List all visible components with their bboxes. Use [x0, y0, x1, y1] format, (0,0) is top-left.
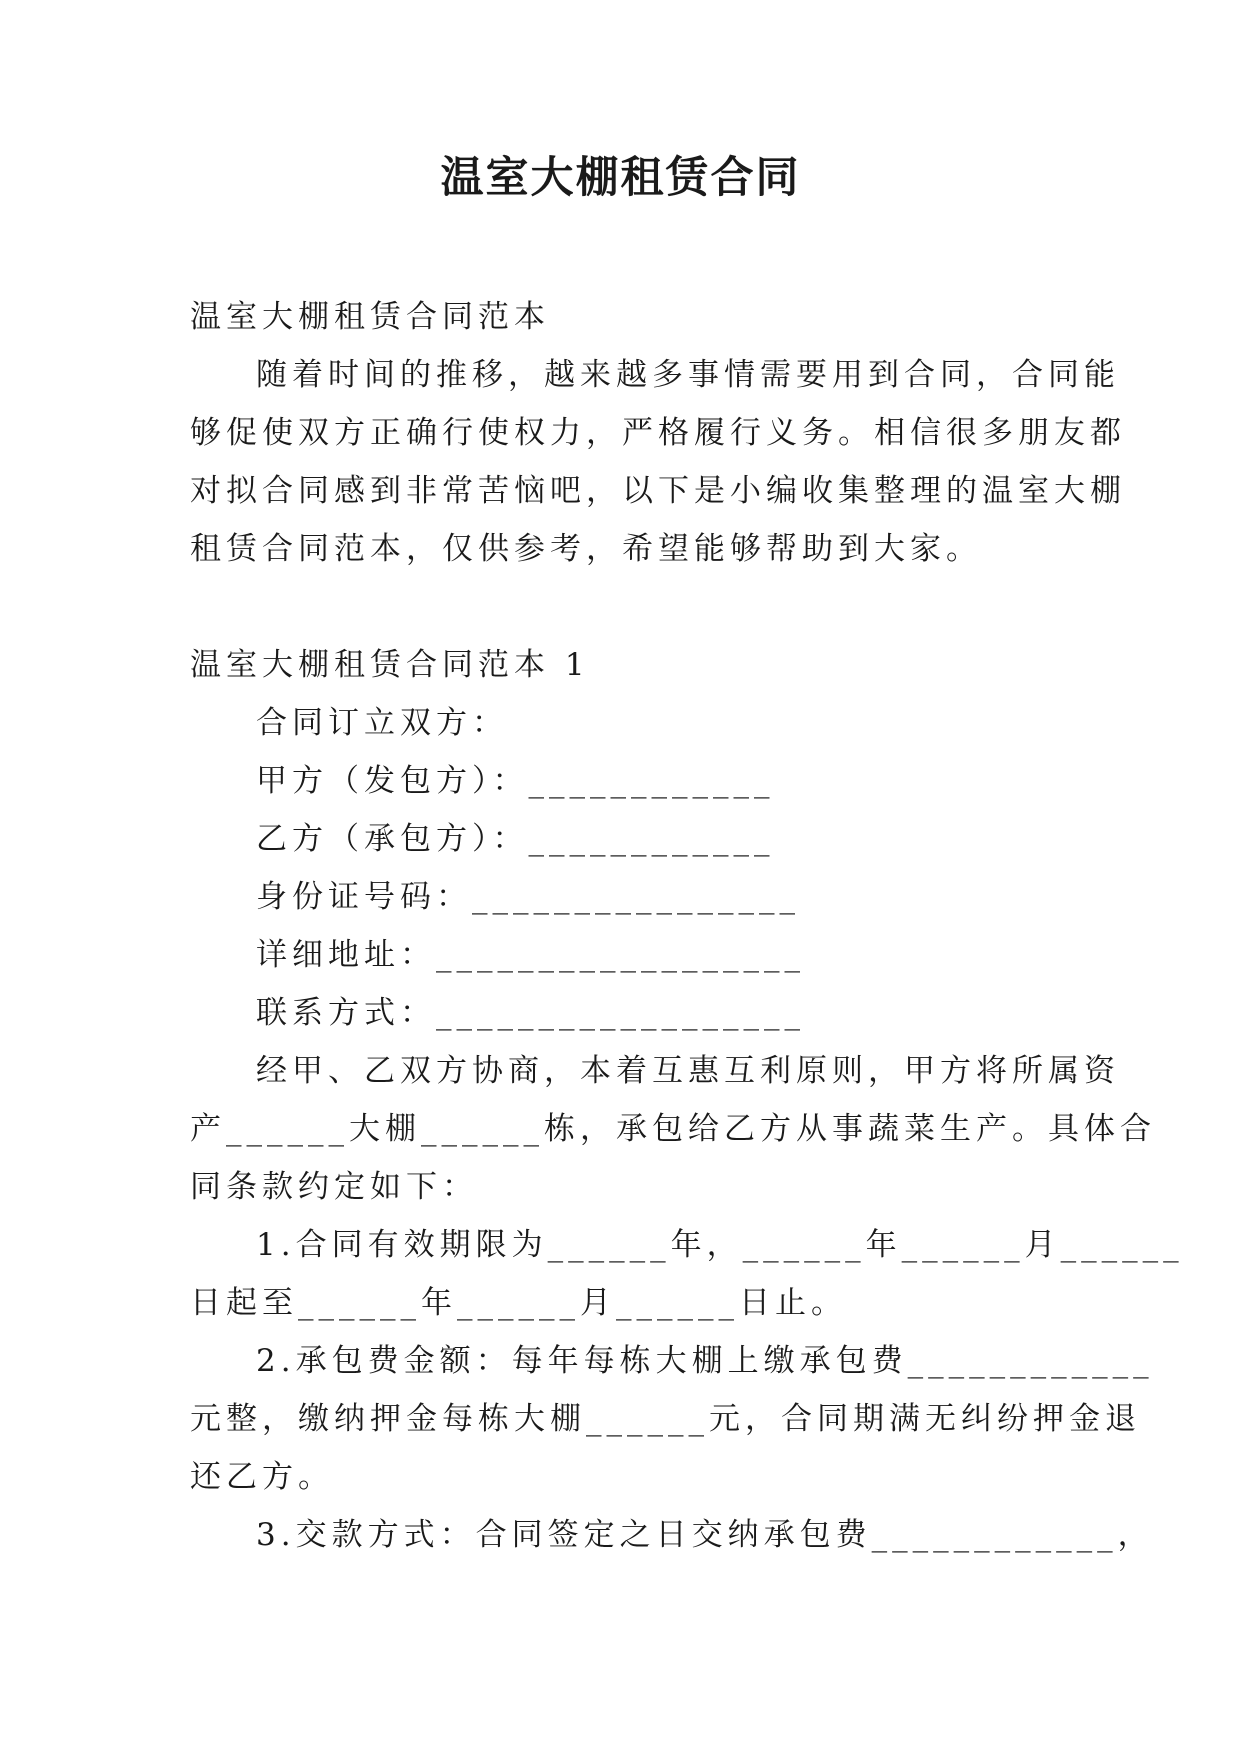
paragraph-line: 产______大棚______栋，承包给乙方从事蔬菜生产。具体合 — [190, 1111, 1156, 1147]
document-body — [190, 288, 1184, 1564]
clause-1-line: 1.合同有效期限为______年，______年______月______ — [256, 1227, 1184, 1263]
id-number-field: 身份证号码：________________ — [256, 879, 800, 915]
contract-party-heading: 合同订立双方： — [256, 705, 508, 741]
clause-2-line: 还乙方。 — [190, 1459, 334, 1495]
section-heading: 温室大棚租赁合同范本 — [190, 299, 550, 335]
contact-field: 联系方式：__________________ — [256, 995, 805, 1031]
address-field: 详细地址：__________________ — [256, 937, 805, 973]
section-heading: 温室大棚租赁合同范本 1 — [190, 647, 590, 683]
paragraph-spacer — [190, 578, 1060, 636]
clause-3-line: 3.交款方式：合同签定之日交纳承包费____________， — [256, 1517, 1154, 1553]
paragraph-line: 同条款约定如下： — [190, 1169, 478, 1205]
document-title: 温室大棚租赁合同 — [440, 153, 801, 203]
party-a-field: 甲方（发包方）：____________ — [256, 763, 775, 799]
clause-2-line: 2.承包费金额：每年每栋大棚上缴承包费____________ — [256, 1343, 1154, 1379]
paragraph-line: 对拟合同感到非常苦恼吧，以下是小编收集整理的温室大棚 — [190, 473, 1126, 509]
clause-1-line: 日起至______年______月______日止。 — [190, 1285, 847, 1321]
paragraph-line: 够促使双方正确行使权力，严格履行义务。相信很多朋友都 — [190, 415, 1126, 451]
paragraph-line: 租赁合同范本，仅供参考，希望能够帮助到大家。 — [190, 531, 982, 567]
clause-2-line: 元整，缴纳押金每栋大棚______元，合同期满无纠纷押金退 — [190, 1401, 1141, 1437]
paragraph-line: 随着时间的推移，越来越多事情需要用到合同，合同能 — [256, 357, 1120, 393]
party-b-field: 乙方（承包方）：____________ — [256, 821, 775, 857]
paragraph-line: 经甲、乙双方协商，本着互惠互利原则，甲方将所属资 — [256, 1053, 1120, 1089]
